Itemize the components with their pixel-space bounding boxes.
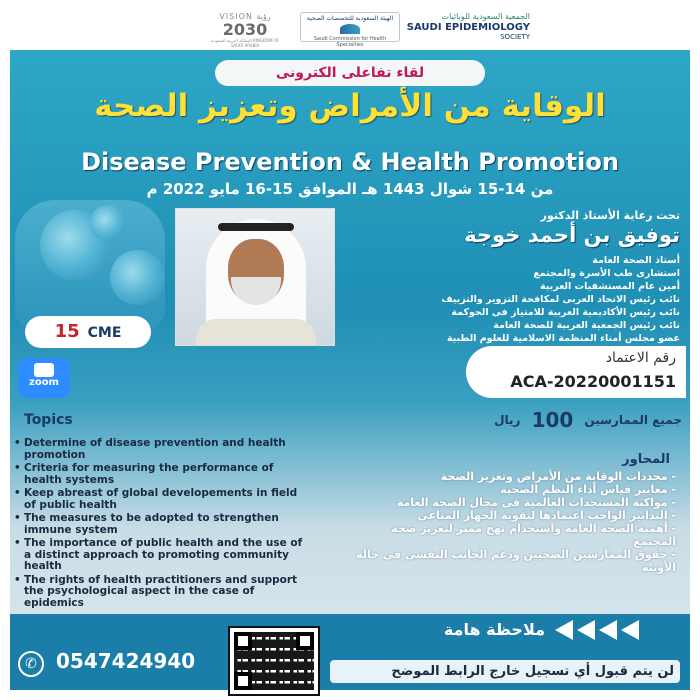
axis-item: - محددات الوقاية من الأمراض وتعزيز الصحة [440, 470, 676, 483]
credential-item: عضو مجلس أمناء المنظمة الاسلامية للعلوم الطبية [446, 333, 680, 344]
header [0, 0, 700, 50]
topic-item: • The measures to be adopted to strengthen immune system [14, 513, 312, 536]
event-type-label: لقاء تفاعلى الكترونى [215, 60, 485, 86]
vision-2030-logo: VISION رؤية 2030 المملكة العربية السعودية KINGDOM OF SAUDI ARABIA [210, 12, 280, 48]
commission-mark-icon [340, 24, 360, 34]
accreditation-label: رقم الاعتماد [605, 350, 676, 366]
fee-audience: جميع الممارسين [584, 413, 682, 427]
sponsor-label: تحت رعاية الأستاذ الدكتور [540, 209, 680, 222]
cme-badge [25, 316, 151, 348]
logo-text: SAUDI EPIDEMIOLOGY [406, 22, 530, 33]
event-date: من 14-15 شوال 1443 هـ الموافق 15-16 مايو 2022 م [146, 180, 554, 198]
speaker-name: توفيق بن أحمد خوجة [464, 223, 680, 247]
cme-label: CME [87, 325, 122, 341]
axis-item: - مواكبة المستجدات العالمية فى مجال الصحة العامة [396, 496, 676, 509]
credential-item: استشارى طب الأسرة والمجتمع [533, 268, 680, 279]
axes-list [346, 470, 676, 590]
registration-fee [458, 408, 682, 434]
accreditation-box [466, 346, 686, 398]
topics-section [14, 412, 314, 612]
event-title-ar: الوقاية من الأمراض وتعزيز الصحة [94, 88, 606, 124]
topics-list [14, 438, 312, 611]
health-commission-logo: الهيئة السعودية للتخصصات الصحية Saudi Commission for Health Specialties [300, 12, 400, 42]
axis-item: - أهمية الصحة العامة واستخدام نهج مميز لتعزيز صحة المجتمع [391, 522, 676, 548]
axis-item: - معايير قياس أداء النظم الصحية [500, 483, 676, 496]
topic-item: • Determine of disease prevention and health promotion [14, 438, 312, 461]
credential-item: أستاذ الصحة العامة [592, 255, 680, 266]
credential-item: أمين عام المستشفيات العربية [539, 281, 680, 292]
event-title-en: Disease Prevention & Health Promotion [81, 148, 619, 176]
arrows-icon [555, 620, 675, 642]
important-note-label: ملاحظة هامة [443, 620, 545, 639]
topic-item: • Keep abreast of global developements in field of public health [14, 488, 312, 511]
topic-item: • Criteria for measuring the performance of health systems [14, 463, 312, 486]
cme-number: 15 [54, 321, 80, 342]
video-camera-icon [34, 363, 54, 377]
accreditation-number: ACA-20220001151 [510, 372, 676, 391]
note-text: لن يتم قبول أي تسجيل خارج الرابط الموضح [330, 660, 680, 683]
registration-qr-code[interactable] [228, 626, 320, 696]
topic-item: • The rights of health practitioners and support the psychological aspect in the case of epidemics [14, 575, 312, 610]
credential-item: نائب رئيس الاتحاد العربى لمكافحة التزوير والتزييف [441, 294, 680, 305]
speaker-credentials [340, 254, 680, 345]
topic-item: • The importance of public health and the use of a distinct approach to promoting community health [14, 538, 312, 573]
credential-item: نائب رئيس الجمعية العربية للصحة العامة [493, 320, 680, 331]
virus-icon [90, 205, 126, 241]
fee-amount: 100 [531, 408, 574, 432]
topics-heading: Topics [24, 412, 73, 428]
epidemiology-society-logo: الجمعية السعودية للوبائيات SAUDI EPIDEMIOLOGY SOCIETY [400, 12, 530, 46]
axis-item: - التدابير الواجب اعتمادها لتقوية الجهاز المناعى [417, 509, 676, 522]
speaker-portrait [175, 208, 335, 346]
phone-icon: ✆ [18, 651, 44, 677]
fee-currency: ريال [494, 413, 521, 427]
credential-item: نائب رئيس الأكاديمية العربية للامتياز فى الحوكمة [451, 307, 680, 318]
zoom-logo: zoom [18, 358, 70, 398]
contact-phone[interactable]: 0547424940 [56, 649, 196, 673]
virus-icon [110, 250, 165, 305]
axes-heading: المحاور [622, 452, 670, 467]
axis-item: - حقوق الممارسين الصحيين ودعم الجانب النفسى فى حالة الأوبئة [356, 548, 676, 574]
